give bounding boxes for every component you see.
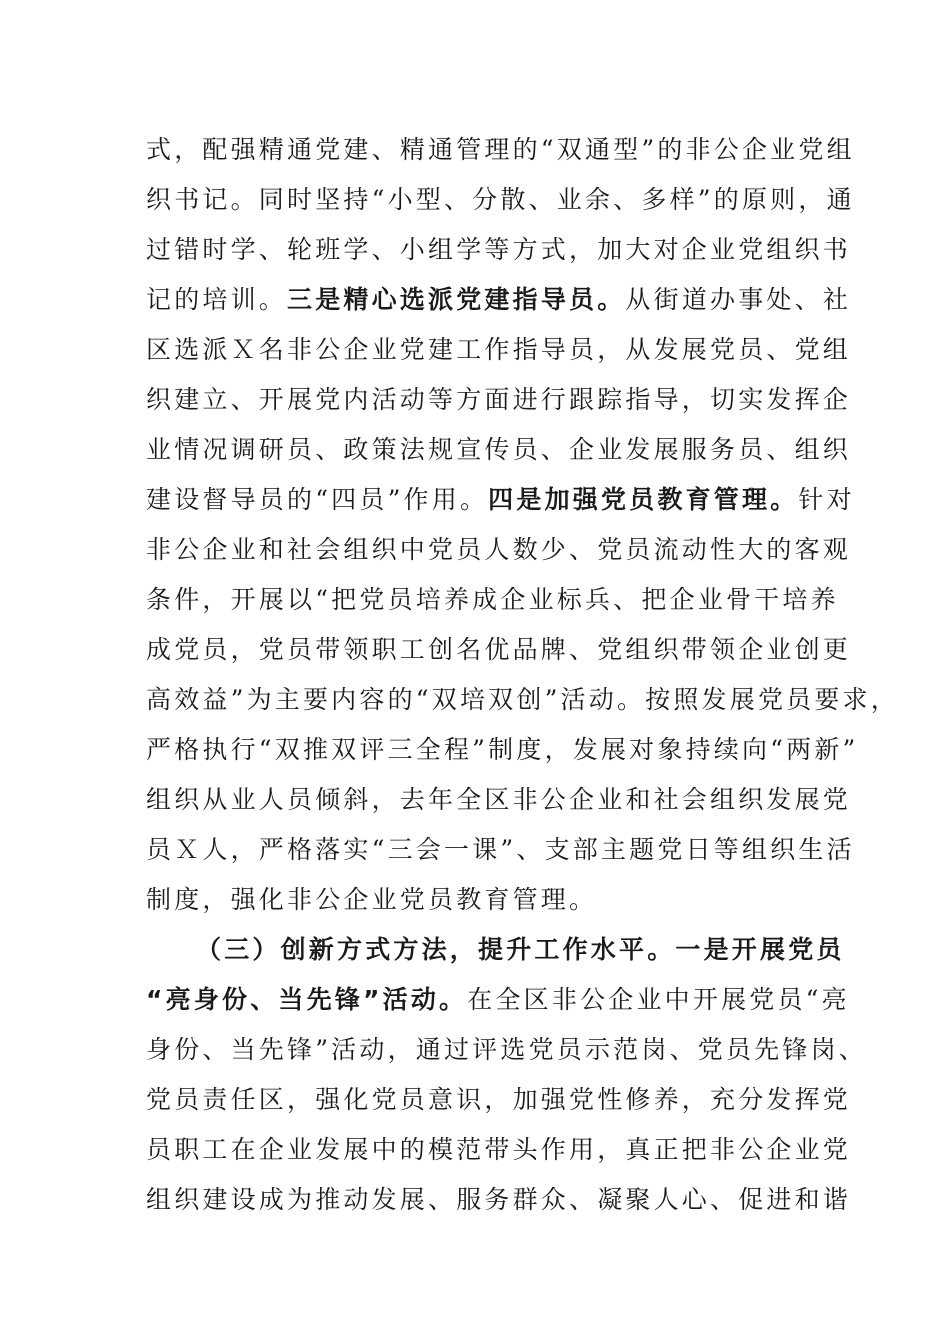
text-line [146, 675, 899, 725]
text-line [146, 825, 855, 875]
text-run: 针对 [798, 485, 855, 514]
text-run: 员Ｘ人，严格落实“三会一课”、支部主题党日等组织生活 [146, 835, 855, 864]
bold-heading-run: 三是精心选派党建指导员。 [287, 285, 626, 314]
text-run: 组织从业人员倾斜，去年全区非公企业和社会组织发展党 [146, 785, 852, 814]
text-run: 在全区非公企业中开展党员“亮 [467, 985, 850, 1014]
text-line [146, 525, 851, 575]
text-run: 建设督导员的“四员”作用。 [146, 485, 489, 514]
text-run: 业情况调研员、政策法规宣传员、企业发展服务员、组织 [146, 435, 852, 464]
text-run: 身份、当先锋”活动，通过评选党员示范岗、党员先锋岗、 [146, 1035, 867, 1064]
text-run: 过错时学、轮班学、小组学等方式，加大对企业党组织书 [146, 235, 852, 264]
text-line [146, 325, 851, 375]
text-run: 非公企业和社会组织中党员人数少、党员流动性大的客观 [146, 535, 852, 564]
text-run: 区选派Ｘ名非公企业党建工作指导员，从发展党员、党组 [146, 335, 852, 364]
bold-heading-run: （三）创新方式方法，提升工作水平。一是开展党员 [196, 935, 845, 964]
text-line [146, 775, 851, 825]
text-line [146, 1025, 867, 1075]
text-run: 党员责任区，强化党员意识，加强党性修养，充分发挥党 [146, 1085, 852, 1114]
text-line [146, 375, 851, 425]
text-run: 组织建设成为推动发展、服务群众、凝聚人心、促进和谐 [146, 1185, 852, 1214]
text-line [146, 725, 859, 775]
section-heading-line [196, 925, 845, 975]
text-run: 制度，强化非公企业党员教育管理。 [146, 885, 598, 914]
text-run: 条件，开展以“把党员培养成企业标兵、把企业骨干培养 [146, 585, 839, 614]
text-run: 记的培训。 [146, 285, 288, 314]
text-run: 员职工在企业发展中的模范带头作用，真正把非公企业党 [146, 1135, 852, 1164]
bold-heading-run: 四是加强党员教育管理。 [488, 485, 799, 514]
text-line [146, 575, 839, 625]
text-run: 高效益”为主要内容的“双培双创”活动。按照发展党员要求， [146, 685, 899, 714]
text-run: 织建立、开展党内活动等方面进行跟踪指导，切实发挥企 [146, 385, 852, 414]
text-run: 式，配强精通党建、精通管理的“双通型”的非公企业党组 [146, 135, 855, 164]
text-line [146, 625, 851, 675]
text-line [146, 125, 855, 175]
text-line [146, 1175, 851, 1225]
text-line [146, 425, 851, 475]
text-line [146, 875, 597, 925]
text-run: 成党员，党员带领职工创名优品牌、党组织带领企业创更 [146, 635, 852, 664]
bold-heading-run: “亮身份、当先锋”活动。 [146, 985, 468, 1014]
text-line [146, 975, 850, 1025]
text-line [146, 1125, 851, 1175]
text-run: 严格执行“双推双评三全程”制度，发展对象持续向“两新” [146, 735, 859, 764]
text-line [146, 275, 851, 325]
text-line [146, 1075, 851, 1125]
text-run: 织书记。同时坚持“小型、分散、业余、多样”的原则，通 [146, 185, 855, 214]
text-run: 从街道办事处、社 [625, 285, 852, 314]
text-line [146, 475, 855, 525]
text-line [146, 175, 855, 225]
text-line [146, 225, 851, 275]
